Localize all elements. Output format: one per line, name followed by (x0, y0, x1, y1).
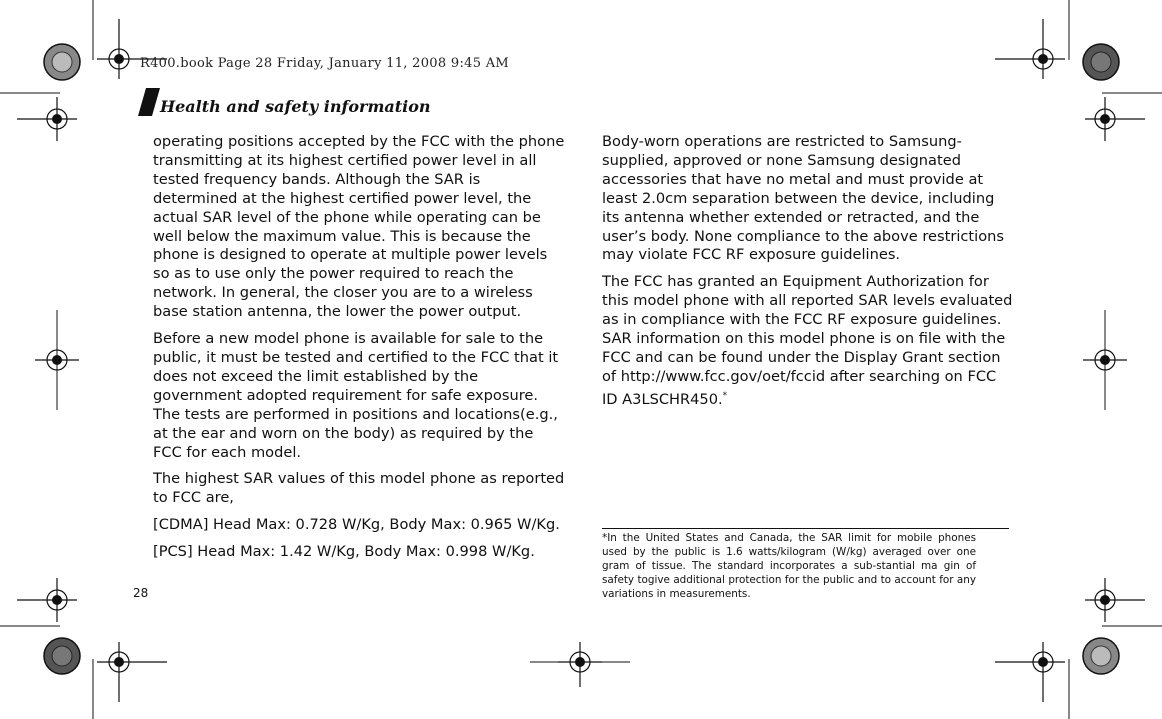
footnote-text: In the United States and Canada, the SAR limit for mobile phones used by the public is 1.6 watts/kilogram (W/kg) averaged over one gram of tissue. The standard incorporates a sub-stantial ma gin of safety togive additional protection for the public and to account for any variations in measurements. (602, 532, 976, 600)
right-column (602, 133, 1014, 418)
paragraph: [CDMA] Head Max: 0.728 W/Kg, Body Max: 0.965 W/Kg. (153, 516, 560, 534)
page-number: 28 (133, 586, 149, 600)
footnote-marker: * (722, 390, 728, 401)
book-page-info: R400.book Page 28 Friday, January 11, 2008 9:45 AM (140, 56, 509, 71)
footnote-marker: * (602, 532, 608, 544)
paragraph: Before a new model phone is available for sale to the public, it must be tested and certified to the FCC that it does not exceed the limit established by the government adopted requirement for safe exposure. The tests are performed in positions and locations(e.g., at the ear and worn on the body) as required by the FCC for each model. (153, 330, 559, 461)
paragraph: operating positions accepted by the FCC with the phone transmitting at its highest certified power level in all tested frequency bands. Although the SAR is determined at the highest certified power level, the actual SAR level of the phone while operating can be well below the maximum value. This is because the phone is designed to operate at multiple power levels so as to use only the power required to reach the network. In general, the closer you are to a wireless base station antenna, the lower the power output. (153, 133, 565, 321)
section-title: Health and safety information (160, 97, 431, 116)
section-title-bar (138, 88, 160, 116)
paragraph: [PCS] Head Max: 1.42 W/Kg, Body Max: 0.998 W/Kg. (153, 543, 535, 561)
left-column (153, 133, 565, 570)
footnote-divider (602, 528, 1009, 529)
paragraph: Body-worn operations are restricted to Samsung-supplied, approved or none Samsung designated accessories that have no metal and must provide at least 2.0cm separation between the device, including its antenna whether extended or retracted, and the user’s body. None compliance to the above restrictions may violate FCC RF exposure guidelines. (602, 133, 1004, 264)
paragraph (602, 273, 1014, 409)
paragraph-text: The FCC has granted an Equipment Authorization for this model phone with all reported SAR levels evaluated as in compliance with the FCC RF exposure guidelines. SAR information on this model phone is on file with the FCC and can be found under the Display Grant section of http://www.fcc.gov/oet/fccid after searching on FCC ID A3LSCHR450. (602, 273, 1013, 408)
footnote (602, 531, 976, 601)
paragraph: The highest SAR values of this model phone as reported to FCC are, (153, 470, 565, 507)
